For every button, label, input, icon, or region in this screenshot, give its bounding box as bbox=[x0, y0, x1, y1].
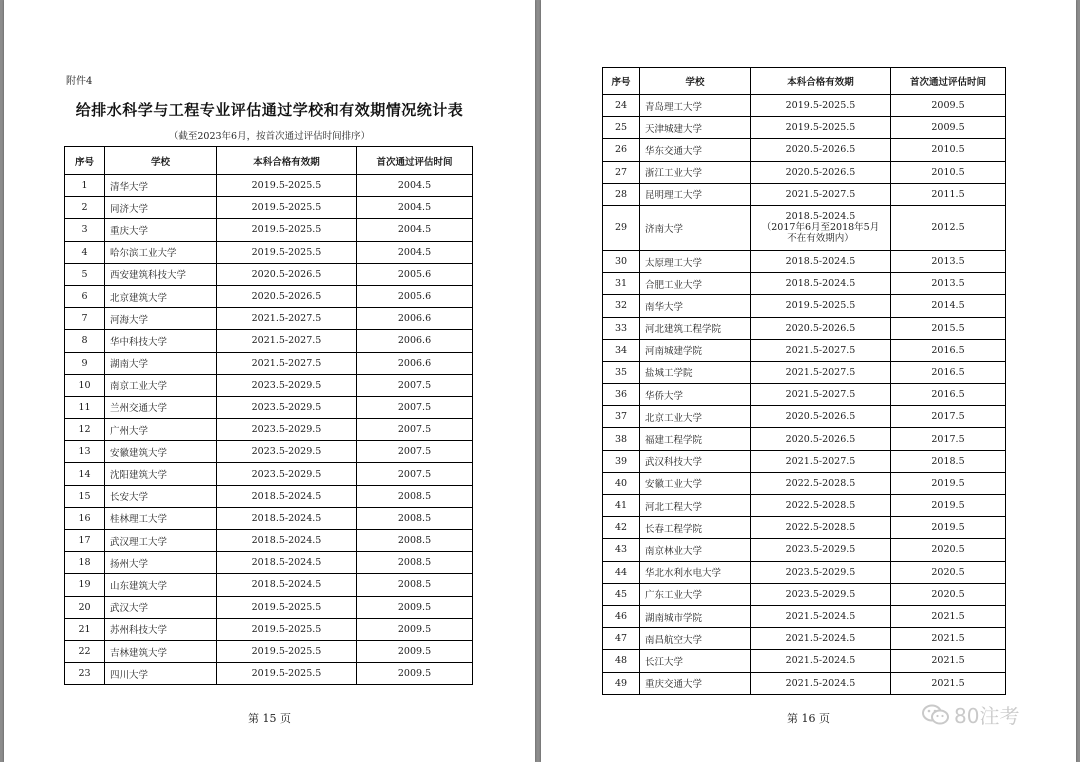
validity-period: 2019.5-2025.5 bbox=[751, 95, 891, 117]
first-pass-date: 2021.5 bbox=[891, 672, 1006, 694]
validity-period: 2022.5-2028.5 bbox=[751, 472, 891, 494]
validity-period: 2021.5-2024.5 bbox=[751, 628, 891, 650]
row-number: 41 bbox=[603, 495, 640, 517]
row-number: 44 bbox=[603, 561, 640, 583]
first-pass-date: 2020.5 bbox=[891, 561, 1006, 583]
validity-period: 2022.5-2028.5 bbox=[751, 517, 891, 539]
validity-note: 不在有效期内） bbox=[787, 233, 854, 245]
first-pass-date: 2011.5 bbox=[891, 183, 1006, 205]
first-pass-date: 2009.5 bbox=[357, 618, 473, 640]
validity-period: 2018.5-2024.5 bbox=[217, 530, 357, 552]
first-pass-date: 2005.6 bbox=[357, 285, 473, 307]
school-name: 长安大学 bbox=[105, 485, 217, 507]
first-pass-date: 2012.5 bbox=[891, 205, 1006, 250]
row-number: 24 bbox=[603, 95, 640, 117]
row-number: 3 bbox=[65, 219, 105, 241]
table-row bbox=[65, 640, 473, 662]
school-name: 扬州大学 bbox=[105, 552, 217, 574]
first-pass-date: 2017.5 bbox=[891, 406, 1006, 428]
table-row bbox=[603, 583, 1006, 605]
validity-period: 2019.5-2025.5 bbox=[217, 663, 357, 685]
validity-period: 2021.5-2027.5 bbox=[217, 330, 357, 352]
validity-period: 2019.5-2025.5 bbox=[751, 295, 891, 317]
table-row bbox=[65, 330, 473, 352]
first-pass-date: 2004.5 bbox=[357, 219, 473, 241]
table-row bbox=[65, 441, 473, 463]
row-number: 2 bbox=[65, 197, 105, 219]
school-name: 福建工程学院 bbox=[640, 428, 751, 450]
validity-period: 2021.5-2027.5 bbox=[751, 384, 891, 406]
table-row bbox=[65, 618, 473, 640]
document-subtitle: （截至2023年6月，按首次通过评估时间排序） bbox=[168, 131, 371, 142]
table-row bbox=[65, 574, 473, 596]
row-number: 27 bbox=[603, 161, 640, 183]
row-number: 7 bbox=[65, 308, 105, 330]
validity-period: 2023.5-2029.5 bbox=[217, 396, 357, 418]
table-row bbox=[603, 273, 1006, 295]
validity-period: 2020.5-2026.5 bbox=[217, 263, 357, 285]
school-name: 华中科技大学 bbox=[105, 330, 217, 352]
row-number: 49 bbox=[603, 672, 640, 694]
school-name: 合肥工业大学 bbox=[640, 273, 751, 295]
row-number: 33 bbox=[603, 317, 640, 339]
validity-period: 2018.5-2024.5 bbox=[751, 273, 891, 295]
row-number: 11 bbox=[65, 396, 105, 418]
validity-period: 2018.5-2024.5 bbox=[217, 507, 357, 529]
school-name: 清华大学 bbox=[105, 175, 217, 197]
validity-period: 2020.5-2026.5 bbox=[751, 161, 891, 183]
school-name: 苏州科技大学 bbox=[105, 618, 217, 640]
first-pass-date: 2013.5 bbox=[891, 273, 1006, 295]
header-validity: 本科合格有效期 bbox=[217, 147, 357, 175]
table-row bbox=[65, 352, 473, 374]
row-number: 8 bbox=[65, 330, 105, 352]
first-pass-date: 2004.5 bbox=[357, 241, 473, 263]
table-row bbox=[603, 672, 1006, 694]
attachment-label: 附件4 bbox=[66, 76, 93, 87]
validity-period: 2023.5-2029.5 bbox=[751, 583, 891, 605]
school-name: 安徽工业大学 bbox=[640, 472, 751, 494]
table-row bbox=[65, 507, 473, 529]
watermark bbox=[922, 700, 1019, 729]
table-row bbox=[603, 317, 1006, 339]
table-row bbox=[65, 263, 473, 285]
row-number: 6 bbox=[65, 285, 105, 307]
first-pass-date: 2006.6 bbox=[357, 352, 473, 374]
validity-period: 2019.5-2025.5 bbox=[217, 197, 357, 219]
validity-period: 2020.5-2026.5 bbox=[217, 285, 357, 307]
first-pass-date: 2019.5 bbox=[891, 517, 1006, 539]
validity-period: 2021.5-2027.5 bbox=[217, 352, 357, 374]
validity-period: 2020.5-2026.5 bbox=[751, 428, 891, 450]
school-name: 长江大学 bbox=[640, 650, 751, 672]
header-no: 序号 bbox=[65, 147, 105, 175]
table-row bbox=[603, 339, 1006, 361]
school-name: 河北建筑工程学院 bbox=[640, 317, 751, 339]
school-name: 河北工程大学 bbox=[640, 495, 751, 517]
row-number: 22 bbox=[65, 640, 105, 662]
first-pass-date: 2021.5 bbox=[891, 628, 1006, 650]
row-number: 42 bbox=[603, 517, 640, 539]
school-name: 沈阳建筑大学 bbox=[105, 463, 217, 485]
first-pass-date: 2004.5 bbox=[357, 197, 473, 219]
validity-period: 2019.5-2025.5 bbox=[751, 117, 891, 139]
validity-period: 2019.5-2025.5 bbox=[217, 640, 357, 662]
row-number: 4 bbox=[65, 241, 105, 263]
validity-period: 2023.5-2029.5 bbox=[751, 539, 891, 561]
header-no: 序号 bbox=[603, 68, 640, 95]
validity-period: 2021.5-2024.5 bbox=[751, 605, 891, 627]
row-number: 14 bbox=[65, 463, 105, 485]
first-pass-date: 2008.5 bbox=[357, 530, 473, 552]
validity-period bbox=[751, 205, 891, 250]
school-name: 济南大学 bbox=[640, 205, 751, 250]
first-pass-date: 2010.5 bbox=[891, 139, 1006, 161]
table-row bbox=[65, 175, 473, 197]
row-number: 9 bbox=[65, 352, 105, 374]
first-pass-date: 2019.5 bbox=[891, 472, 1006, 494]
first-pass-date: 2006.6 bbox=[357, 330, 473, 352]
row-number: 34 bbox=[603, 339, 640, 361]
school-name: 华北水利水电大学 bbox=[640, 561, 751, 583]
row-number: 18 bbox=[65, 552, 105, 574]
table-row bbox=[65, 552, 473, 574]
validity-period: 2021.5-2027.5 bbox=[751, 339, 891, 361]
school-name: 重庆大学 bbox=[105, 219, 217, 241]
first-pass-date: 2015.5 bbox=[891, 317, 1006, 339]
table-row bbox=[603, 605, 1006, 627]
table-row bbox=[65, 197, 473, 219]
table-row bbox=[603, 205, 1006, 250]
row-number: 25 bbox=[603, 117, 640, 139]
row-number: 15 bbox=[65, 485, 105, 507]
validity-value: 2018.5-2024.5 bbox=[785, 211, 856, 223]
validity-period: 2019.5-2025.5 bbox=[217, 219, 357, 241]
first-pass-date: 2007.5 bbox=[357, 374, 473, 396]
validity-period: 2023.5-2029.5 bbox=[217, 463, 357, 485]
first-pass-date: 2008.5 bbox=[357, 552, 473, 574]
row-number: 37 bbox=[603, 406, 640, 428]
table-row bbox=[603, 295, 1006, 317]
table-row bbox=[65, 663, 473, 685]
school-name: 南京工业大学 bbox=[105, 374, 217, 396]
validity-period: 2018.5-2024.5 bbox=[217, 574, 357, 596]
watermark-text: 80注考 bbox=[954, 704, 1020, 728]
school-name: 湖南城市学院 bbox=[640, 605, 751, 627]
table-row bbox=[603, 117, 1006, 139]
row-number: 46 bbox=[603, 605, 640, 627]
schools-table-right bbox=[602, 67, 1006, 695]
table-row bbox=[603, 384, 1006, 406]
validity-period: 2021.5-2027.5 bbox=[217, 308, 357, 330]
first-pass-date: 2016.5 bbox=[891, 361, 1006, 383]
table-row bbox=[65, 374, 473, 396]
table-row bbox=[65, 463, 473, 485]
first-pass-date: 2007.5 bbox=[357, 396, 473, 418]
first-pass-date: 2021.5 bbox=[891, 605, 1006, 627]
school-name: 长春工程学院 bbox=[640, 517, 751, 539]
school-name: 桂林理工大学 bbox=[105, 507, 217, 529]
first-pass-date: 2009.5 bbox=[357, 596, 473, 618]
school-name: 吉林建筑大学 bbox=[105, 640, 217, 662]
table-row bbox=[603, 183, 1006, 205]
first-pass-date: 2014.5 bbox=[891, 295, 1006, 317]
school-name: 山东建筑大学 bbox=[105, 574, 217, 596]
first-pass-date: 2009.5 bbox=[357, 663, 473, 685]
row-number: 13 bbox=[65, 441, 105, 463]
validity-period: 2021.5-2027.5 bbox=[751, 450, 891, 472]
first-pass-date: 2019.5 bbox=[891, 495, 1006, 517]
row-number: 35 bbox=[603, 361, 640, 383]
row-number: 36 bbox=[603, 384, 640, 406]
validity-period: 2018.5-2024.5 bbox=[217, 485, 357, 507]
row-number: 17 bbox=[65, 530, 105, 552]
wechat-icon bbox=[922, 703, 950, 727]
first-pass-date: 2009.5 bbox=[891, 117, 1006, 139]
first-pass-date: 2018.5 bbox=[891, 450, 1006, 472]
header-school: 学校 bbox=[640, 68, 751, 95]
document-page-left bbox=[4, 0, 535, 762]
row-number: 45 bbox=[603, 583, 640, 605]
page-number-left: 第 15 页 bbox=[248, 712, 291, 725]
school-name: 广东工业大学 bbox=[640, 583, 751, 605]
validity-period: 2020.5-2026.5 bbox=[751, 317, 891, 339]
row-number: 21 bbox=[65, 618, 105, 640]
first-pass-date: 2007.5 bbox=[357, 463, 473, 485]
row-number: 23 bbox=[65, 663, 105, 685]
table-row bbox=[603, 450, 1006, 472]
validity-period: 2021.5-2024.5 bbox=[751, 650, 891, 672]
row-number: 39 bbox=[603, 450, 640, 472]
row-number: 40 bbox=[603, 472, 640, 494]
table-header-row bbox=[65, 147, 473, 175]
school-name: 盐城工学院 bbox=[640, 361, 751, 383]
school-name: 安徽建筑大学 bbox=[105, 441, 217, 463]
table-row bbox=[65, 241, 473, 263]
validity-period: 2023.5-2029.5 bbox=[217, 374, 357, 396]
table-row bbox=[65, 396, 473, 418]
school-name: 武汉科技大学 bbox=[640, 450, 751, 472]
row-number: 26 bbox=[603, 139, 640, 161]
school-name: 武汉理工大学 bbox=[105, 530, 217, 552]
table-row bbox=[603, 495, 1006, 517]
row-number: 47 bbox=[603, 628, 640, 650]
table-row bbox=[603, 95, 1006, 117]
first-pass-date: 2007.5 bbox=[357, 441, 473, 463]
school-name: 河海大学 bbox=[105, 308, 217, 330]
validity-period: 2020.5-2026.5 bbox=[751, 406, 891, 428]
school-name: 南昌航空大学 bbox=[640, 628, 751, 650]
school-name: 北京建筑大学 bbox=[105, 285, 217, 307]
table-row bbox=[65, 485, 473, 507]
row-number: 29 bbox=[603, 205, 640, 250]
first-pass-date: 2004.5 bbox=[357, 175, 473, 197]
validity-period: 2019.5-2025.5 bbox=[217, 618, 357, 640]
row-number: 31 bbox=[603, 273, 640, 295]
table-row bbox=[65, 419, 473, 441]
first-pass-date: 2009.5 bbox=[891, 95, 1006, 117]
page-number-right: 第 16 页 bbox=[787, 712, 830, 725]
first-pass-date: 2020.5 bbox=[891, 539, 1006, 561]
validity-period: 2019.5-2025.5 bbox=[217, 596, 357, 618]
school-name: 广州大学 bbox=[105, 419, 217, 441]
table-row bbox=[65, 308, 473, 330]
table-row bbox=[603, 250, 1006, 272]
header-validity: 本科合格有效期 bbox=[751, 68, 891, 95]
first-pass-date: 2013.5 bbox=[891, 250, 1006, 272]
first-pass-date: 2005.6 bbox=[357, 263, 473, 285]
school-name: 太原理工大学 bbox=[640, 250, 751, 272]
table-row bbox=[603, 539, 1006, 561]
header-first-pass: 首次通过评估时间 bbox=[891, 68, 1006, 95]
row-number: 43 bbox=[603, 539, 640, 561]
validity-period: 2022.5-2028.5 bbox=[751, 495, 891, 517]
first-pass-date: 2020.5 bbox=[891, 583, 1006, 605]
validity-period: 2021.5-2027.5 bbox=[751, 361, 891, 383]
header-first-pass: 首次通过评估时间 bbox=[357, 147, 473, 175]
school-name: 华侨大学 bbox=[640, 384, 751, 406]
table-row bbox=[603, 517, 1006, 539]
school-name: 天津城建大学 bbox=[640, 117, 751, 139]
table-row bbox=[603, 161, 1006, 183]
validity-period: 2018.5-2024.5 bbox=[751, 250, 891, 272]
row-number: 30 bbox=[603, 250, 640, 272]
row-number: 38 bbox=[603, 428, 640, 450]
school-name: 华东交通大学 bbox=[640, 139, 751, 161]
row-number: 32 bbox=[603, 295, 640, 317]
first-pass-date: 2016.5 bbox=[891, 384, 1006, 406]
table-row bbox=[603, 561, 1006, 583]
school-name: 湖南大学 bbox=[105, 352, 217, 374]
validity-period: 2020.5-2026.5 bbox=[751, 139, 891, 161]
school-name: 北京工业大学 bbox=[640, 406, 751, 428]
school-name: 兰州交通大学 bbox=[105, 396, 217, 418]
validity-period: 2023.5-2029.5 bbox=[751, 561, 891, 583]
first-pass-date: 2017.5 bbox=[891, 428, 1006, 450]
first-pass-date: 2021.5 bbox=[891, 650, 1006, 672]
validity-period: 2021.5-2024.5 bbox=[751, 672, 891, 694]
table-row bbox=[603, 361, 1006, 383]
school-name: 河南城建学院 bbox=[640, 339, 751, 361]
row-number: 10 bbox=[65, 374, 105, 396]
school-name: 南华大学 bbox=[640, 295, 751, 317]
document-page-right bbox=[541, 0, 1076, 762]
school-name: 武汉大学 bbox=[105, 596, 217, 618]
validity-period: 2019.5-2025.5 bbox=[217, 241, 357, 263]
validity-period: 2021.5-2027.5 bbox=[751, 183, 891, 205]
row-number: 20 bbox=[65, 596, 105, 618]
row-number: 5 bbox=[65, 263, 105, 285]
first-pass-date: 2008.5 bbox=[357, 574, 473, 596]
table-row bbox=[65, 285, 473, 307]
first-pass-date: 2016.5 bbox=[891, 339, 1006, 361]
school-name: 同济大学 bbox=[105, 197, 217, 219]
validity-period: 2023.5-2029.5 bbox=[217, 419, 357, 441]
table-row bbox=[603, 472, 1006, 494]
school-name: 南京林业大学 bbox=[640, 539, 751, 561]
table-row bbox=[603, 650, 1006, 672]
table-header-row bbox=[603, 68, 1006, 95]
first-pass-date: 2007.5 bbox=[357, 419, 473, 441]
first-pass-date: 2010.5 bbox=[891, 161, 1006, 183]
table-row bbox=[65, 596, 473, 618]
school-name: 浙江工业大学 bbox=[640, 161, 751, 183]
table-row bbox=[65, 530, 473, 552]
row-number: 48 bbox=[603, 650, 640, 672]
first-pass-date: 2006.6 bbox=[357, 308, 473, 330]
table-row bbox=[603, 139, 1006, 161]
validity-note: （2017年6月至2018年5月 bbox=[761, 222, 880, 234]
header-school: 学校 bbox=[105, 147, 217, 175]
school-name: 重庆交通大学 bbox=[640, 672, 751, 694]
first-pass-date: 2009.5 bbox=[357, 640, 473, 662]
first-pass-date: 2008.5 bbox=[357, 507, 473, 529]
row-number: 1 bbox=[65, 175, 105, 197]
row-number: 19 bbox=[65, 574, 105, 596]
row-number: 28 bbox=[603, 183, 640, 205]
row-number: 16 bbox=[65, 507, 105, 529]
validity-period: 2019.5-2025.5 bbox=[217, 175, 357, 197]
school-name: 西安建筑科技大学 bbox=[105, 263, 217, 285]
school-name: 青岛理工大学 bbox=[640, 95, 751, 117]
first-pass-date: 2008.5 bbox=[357, 485, 473, 507]
row-number: 12 bbox=[65, 419, 105, 441]
school-name: 四川大学 bbox=[105, 663, 217, 685]
table-row bbox=[65, 219, 473, 241]
table-row bbox=[603, 628, 1006, 650]
table-row bbox=[603, 406, 1006, 428]
table-row bbox=[603, 428, 1006, 450]
validity-period: 2023.5-2029.5 bbox=[217, 441, 357, 463]
document-title: 给排水科学与工程专业评估通过学校和有效期情况统计表 bbox=[75, 101, 464, 119]
school-name: 昆明理工大学 bbox=[640, 183, 751, 205]
schools-table-left bbox=[64, 146, 473, 685]
school-name: 哈尔滨工业大学 bbox=[105, 241, 217, 263]
validity-period: 2018.5-2024.5 bbox=[217, 552, 357, 574]
